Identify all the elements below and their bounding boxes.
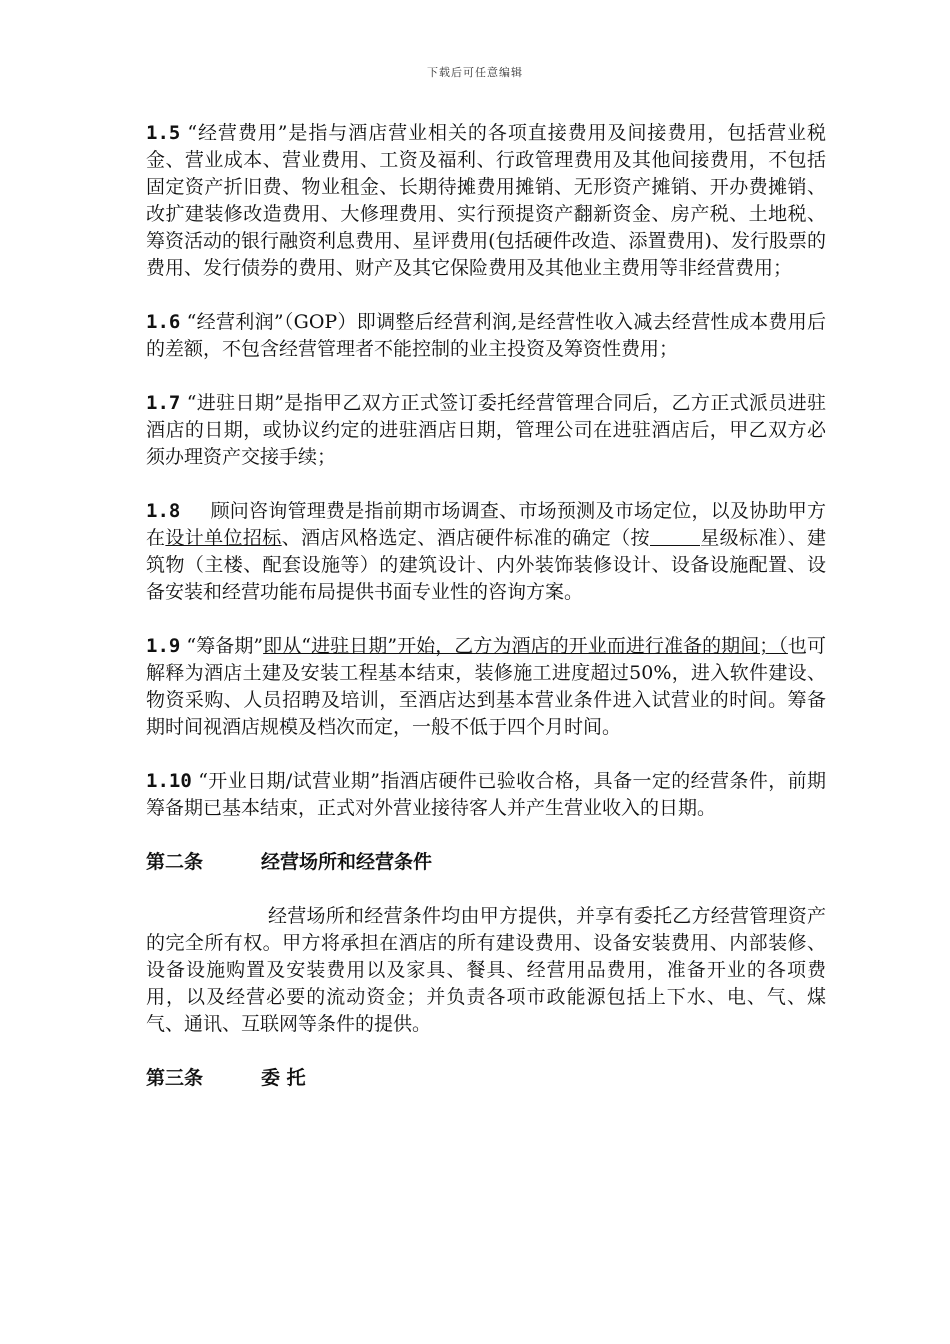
clause-number: 1.6 xyxy=(146,311,181,333)
article-2-body: 经营场所和经营条件均由甲方提供，并享有委托乙方经营管理资产的完全所有权。甲方将承担在酒店的所有建设费用、设备安装费用、内部装修、设备设施购置及安装费用以及家具、餐具、经营用品费用，准备开业的各项费用，以及经营必要的流动资金；并负责各项市政能源包括上下水、电、气、煤气、通讯、互联网等条件的提供。 xyxy=(146,905,826,1035)
clause-text-underlined: 设计单位招标 xyxy=(165,527,282,549)
document-body xyxy=(146,120,826,1119)
clause-1-6 xyxy=(146,309,826,363)
clause-1-5 xyxy=(146,120,826,282)
clause-1-8 xyxy=(146,498,826,606)
clause-1-10 xyxy=(146,768,826,822)
clause-text: “进驻日期”是指甲乙双方正式签订委托经营管理合同后，乙方正式派员进驻酒店的日期，或协议约定的进驻酒店日期，管理公司在进驻酒店后，甲乙双方必须办理资产交接手续； xyxy=(146,392,826,468)
clause-1-9 xyxy=(146,633,826,741)
clause-number: 1.7 xyxy=(146,392,181,414)
clause-number: 1.8 xyxy=(146,500,181,522)
article-2-heading xyxy=(146,849,826,876)
clause-number: 1.9 xyxy=(146,635,181,657)
article-title: 经营场所和经营条件 xyxy=(261,851,433,873)
clause-text: “经营费用”是指与酒店营业相关的各项直接费用及间接费用，包括营业税金、营业成本、营业费用、工资及福利、行政管理费用及其他间接费用，不包括固定资产折旧费、物业租金、长期待摊费用摊销、无形资产摊销、开办费摊销、改扩建装修改造费用、大修理费用、实行预提资产翻新资金、房产税、土地税、筹资活动的银行融资利息费用、星评费用(包括硬件改造、添置费用)、发行股票的费用、发行债券的费用、财产及其它保险费用及其他业主费用等非经营费用； xyxy=(146,122,826,279)
clause-text-part: 顾问咨询管理费是指前期市场调查、市场预测及市场定位，以及协助甲方在 xyxy=(146,500,826,549)
clause-text-part: 、酒店风格选定、酒店硬件标准的确定（按 xyxy=(281,527,650,549)
article-title: 委 托 xyxy=(261,1067,306,1089)
page-header: 下载后可任意编辑 xyxy=(427,66,523,79)
clause-text-underlined: 即从“进驻日期”开始，乙方为酒店的开业而进行准备的期间；（ xyxy=(263,635,788,657)
clause-text-part: “筹备期” xyxy=(180,635,264,657)
clause-text: “开业日期/试营业期”指酒店硬件已验收合格，具备一定的经营条件，前期筹备期已基本结束，正式对外营业接待客人并产生营业收入的日期。 xyxy=(146,770,826,819)
clause-text-part: 星级标准）、建筑物（主楼、配套设施等）的建筑设计、内外装饰装修设计、设备设施配置、设备安装和经营功能布局提供书面专业性的咨询方案。 xyxy=(146,527,826,603)
clause-number: 1.10 xyxy=(146,770,192,792)
clause-text-part: 也可解释为酒店土建及安装工程基本结束，装修施工进度超过50%，进入软件建设、物资采购、人员招聘及培训，至酒店达到基本营业条件进入试营业的时间。筹备期时间视酒店规模及档次而定，一般不低于四个月时间。 xyxy=(146,635,826,738)
fill-in-blank xyxy=(650,527,700,546)
article-label: 第二条 xyxy=(146,851,204,873)
clause-1-7 xyxy=(146,390,826,471)
clause-number: 1.5 xyxy=(146,122,181,144)
article-3-heading xyxy=(146,1065,826,1092)
clause-text: “经营利润”（GOP）即调整后经营利润,是经营性收入减去经营性成本费用后的差额，不包含经营管理者不能控制的业主投资及筹资性费用； xyxy=(146,311,826,360)
article-label: 第三条 xyxy=(146,1067,204,1089)
